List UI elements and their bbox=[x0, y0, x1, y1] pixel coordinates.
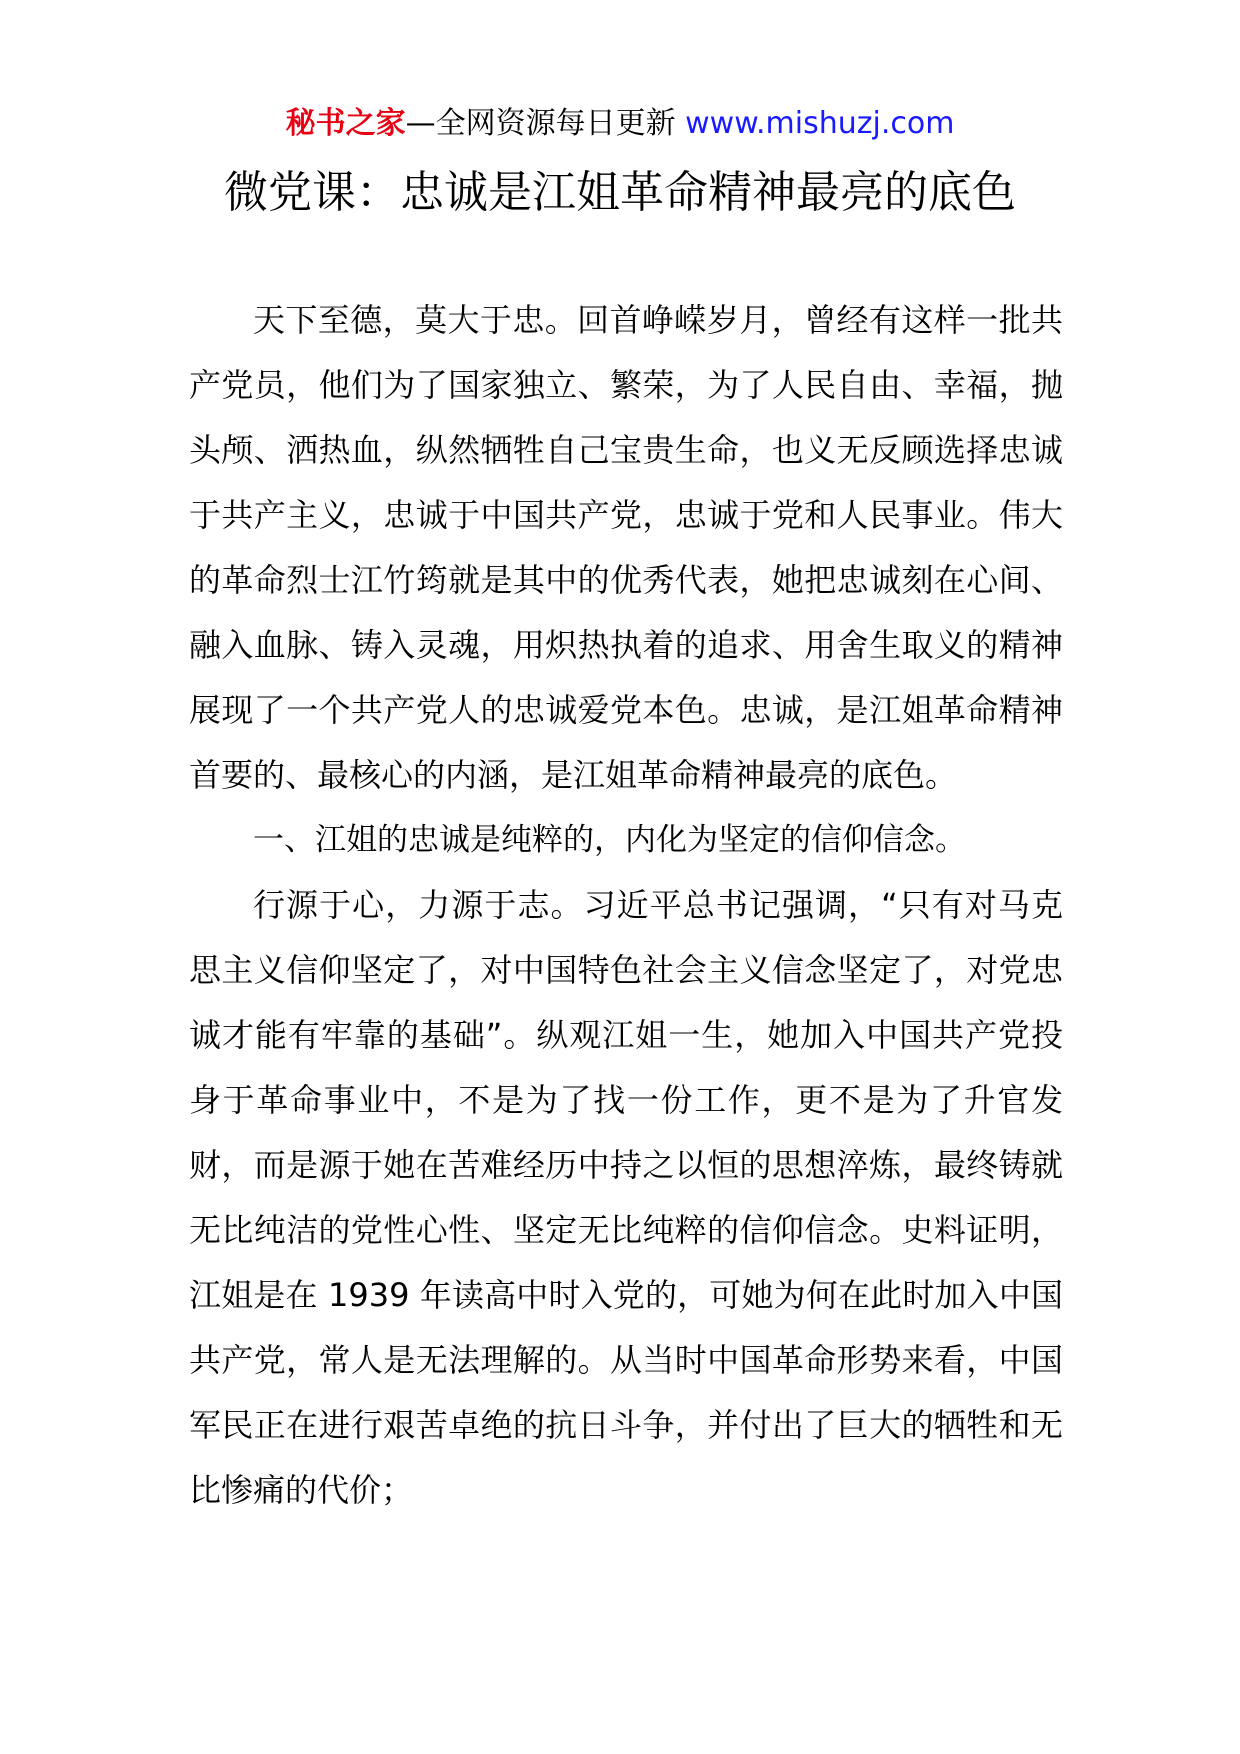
section-heading: 一、江姐的忠诚是纯粹的，内化为坚定的信仰信念。 bbox=[253, 822, 966, 858]
document-title: 微党课：忠诚是江姐革命精神最亮的底色 bbox=[224, 167, 1016, 218]
body-paragraph: 天下至德，莫大于忠。回首峥嵘岁月，曾经有这样一批共产党员，他们为了国家独立、繁荣，为了人民自由、幸福，抛头颅、洒热血，纵然牺牲自己宝贵生命，也义无反顾选择忠诚于共产主义，忠诚于中国共产党，忠诚于党和人民事业。伟大的革命烈士江竹筠就是其中的优秀代表，她把忠诚刻在心间、融入血脉、铸入灵魂，用炽热执着的追求、用舍生取义的精神展现了一个共产党人的忠诚爱党本色。忠诚，是江姐革命精神首要的、最核心的内涵，是江姐革命精神最亮的底色。 bbox=[189, 301, 1063, 794]
body-paragraph: 行源于心，力源于志。习近平总书记强调，“只有对马克思主义信仰坚定了，对中国特色社会主义信念坚定了，对党忠诚才能有牢靠的基础”。纵观江姐一生，她加入中国共产党投身于革命事业中，不是为了找一份工作，更不是为了升官发财，而是源于她在苦难经历中持之以恒的思想淬炼，最终铸就无比纯洁的党性心性、坚定无比纯粹的信仰信念。史料证明，江姐是在 1939 年读高中时入党的，可她为何在此时加入中国共产党，常人是无法理解的。从当时中国革命形势来看，中国军民正在进行艰苦卓绝的抗日斗争，并付出了巨大的牺牲和无比惨痛的代价； bbox=[189, 886, 1063, 1509]
site-header bbox=[0, 104, 1240, 144]
document-body bbox=[189, 288, 1063, 1523]
site-url-link[interactable]: www.mishuzj.com bbox=[685, 106, 955, 141]
brand-name: 秘书之家 bbox=[285, 106, 406, 141]
header-tagline: —全网资源每日更新 bbox=[405, 106, 676, 141]
